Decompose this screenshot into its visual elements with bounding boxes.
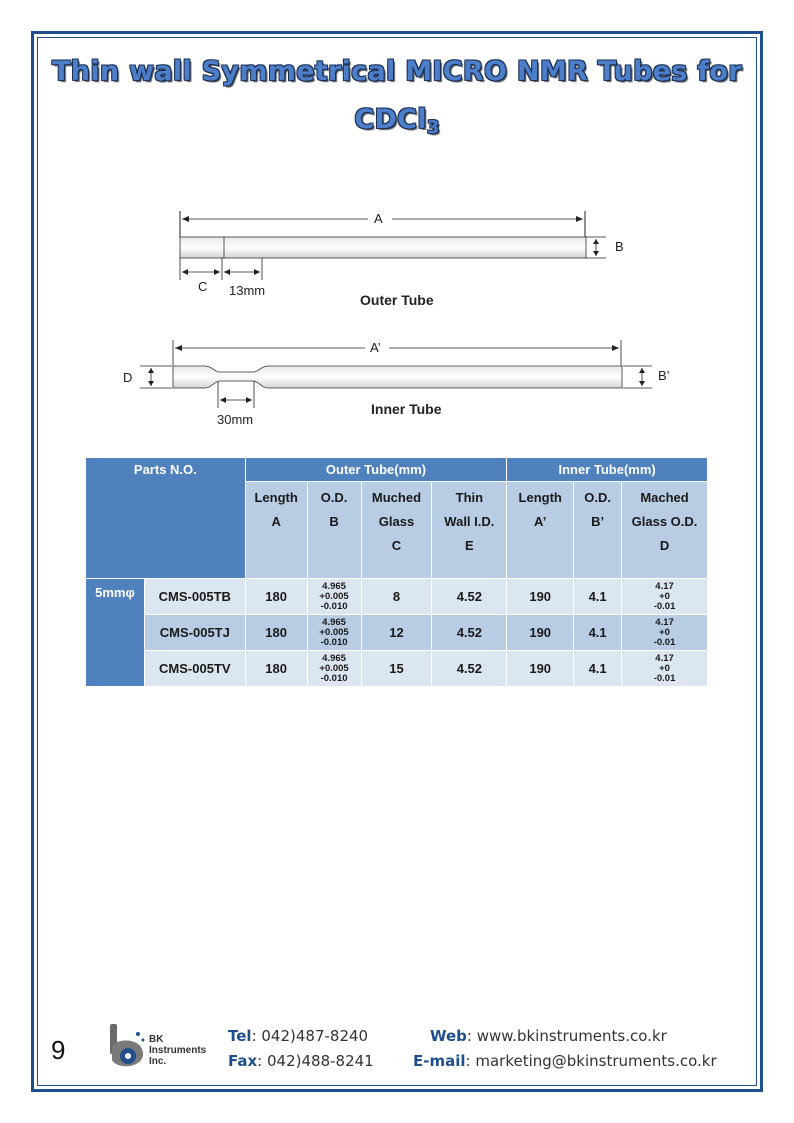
title-subscript: 3 (426, 117, 440, 138)
part-number: CMS-005TV (144, 651, 245, 687)
col-header-line: Wall I.D. (444, 514, 495, 529)
col-header-line: Muched (371, 490, 422, 505)
cell-thin-wall-e: 4.52 (432, 651, 507, 687)
inner-dim-a: A’ (370, 340, 381, 355)
email-link[interactable]: marketing@bkinstruments.co.kr (475, 1052, 717, 1070)
tol-line: 4.965 (322, 652, 346, 664)
col-header-line: Glass O.D. (631, 514, 698, 529)
tol-line: 4.17 (655, 580, 674, 592)
spec-table (85, 457, 708, 687)
cell-length-a2: 190 (507, 615, 574, 651)
col-header-line: B’ (591, 514, 605, 529)
cell-glass-c: 15 (361, 651, 432, 687)
logo-text-line: Instruments (149, 1045, 207, 1056)
col-header-od-b (307, 482, 361, 579)
tel-value: 042)487-8240 (261, 1027, 369, 1045)
tube-diagram (0, 0, 794, 440)
tol-line: -0.010 (320, 600, 348, 612)
table-row (86, 579, 708, 615)
outer-tube-caption: Outer Tube (360, 292, 434, 308)
tol-line: +0 (659, 590, 670, 602)
web-line: Web: www.bkinstruments.co.kr (430, 1027, 667, 1045)
table-row (86, 615, 708, 651)
col-header-line: B (329, 514, 339, 529)
part-number: CMS-005TB (144, 579, 245, 615)
cell-od-b (307, 615, 361, 651)
page-title-line1: Thin wall Symmetrical MICRO NMR Tubes for (52, 56, 742, 87)
tol-line: 4.965 (322, 616, 346, 628)
outer-tube-header: Outer Tube(mm) (245, 458, 507, 482)
tel-label: Tel (228, 1027, 252, 1045)
col-header-thin-wall-e (432, 482, 507, 579)
col-header-line: Glass (378, 514, 415, 529)
cell-glass-od-d (622, 615, 708, 651)
tel-line: Tel: 042)487-8240 (228, 1027, 369, 1045)
tol-line: -0.010 (320, 672, 348, 684)
cell-od-b2: 4.1 (574, 651, 622, 687)
cell-length-a: 180 (245, 579, 307, 615)
tol-line: 4.17 (655, 616, 674, 628)
web-label: Web (430, 1027, 467, 1045)
outer-dim-b: B (615, 239, 624, 254)
tol-line: +0 (659, 662, 670, 674)
outer-tube-drawing (180, 211, 624, 308)
tol-line: -0.01 (653, 600, 676, 612)
cell-od-b (307, 579, 361, 615)
logo-text-line: Inc. (149, 1056, 167, 1067)
cell-od-b2: 4.1 (574, 615, 622, 651)
cell-od-b (307, 651, 361, 687)
logo-text-line: BK (149, 1034, 164, 1045)
col-header-glass-c (361, 482, 432, 579)
inner-dim-b: B’ (658, 368, 670, 383)
cell-thin-wall-e: 4.52 (432, 615, 507, 651)
col-header-line: D (659, 538, 670, 553)
cell-thin-wall-e: 4.52 (432, 579, 507, 615)
col-header-line: O.D. (320, 490, 348, 505)
col-header-line: Length (518, 490, 562, 505)
col-header-glass-od-d (622, 482, 708, 579)
col-header-line: Mached (640, 490, 689, 505)
col-header-line: Length (254, 490, 298, 505)
col-header-od-b2 (574, 482, 622, 579)
tol-line: +0.005 (319, 626, 349, 638)
col-header-line: O.D. (584, 490, 611, 505)
tol-line: -0.01 (653, 636, 676, 648)
col-header-line: A (271, 514, 281, 529)
table-row (86, 651, 708, 687)
part-number: CMS-005TJ (144, 615, 245, 651)
fax-line: Fax: 042)488-8241 (228, 1052, 374, 1070)
inner-tube-header: Inner Tube(mm) (507, 458, 708, 482)
col-header-line: A’ (534, 514, 547, 529)
outer-dim-13mm: 13mm (229, 283, 266, 298)
outer-dim-c: C (198, 279, 208, 294)
col-header-line: C (391, 538, 402, 553)
outer-dim-a: A (374, 211, 383, 226)
group-label: 5mmφ (86, 579, 145, 687)
cell-od-b2: 4.1 (574, 579, 622, 615)
cell-length-a2: 190 (507, 651, 574, 687)
cell-glass-c: 12 (361, 615, 432, 651)
title-formula: CDCl (354, 104, 427, 135)
col-header-line: E (465, 538, 474, 553)
tol-line: +0.005 (319, 662, 349, 674)
inner-tube-drawing (123, 340, 670, 427)
col-header-line: Thin (455, 490, 484, 505)
col-header-length-a (245, 482, 307, 579)
inner-tube-caption: Inner Tube (371, 401, 442, 417)
web-link[interactable]: www.bkinstruments.co.kr (476, 1027, 667, 1045)
fax-label: Fax (228, 1052, 258, 1070)
fax-value: 042)488-8241 (267, 1052, 374, 1070)
tol-line: -0.010 (320, 636, 348, 648)
logo-text (149, 1034, 206, 1067)
bk-logo-icon (107, 1022, 151, 1072)
cell-length-a: 180 (245, 615, 307, 651)
inner-dim-d: D (123, 370, 133, 385)
tol-line: +0 (659, 626, 670, 638)
parts-header: Parts N.O. (86, 458, 246, 579)
cell-length-a2: 190 (507, 579, 574, 615)
cell-glass-od-d (622, 651, 708, 687)
cell-glass-od-d (622, 579, 708, 615)
cell-glass-c: 8 (361, 579, 432, 615)
inner-dim-30mm: 30mm (217, 412, 254, 427)
col-header-length-a2 (507, 482, 574, 579)
email-label: E-mail (413, 1052, 466, 1070)
page-number: 9 (51, 1035, 66, 1065)
tol-line: -0.01 (653, 672, 676, 684)
cell-length-a: 180 (245, 651, 307, 687)
email-line: E-mail: marketing@bkinstruments.co.kr (413, 1052, 717, 1070)
tol-line: 4.965 (322, 580, 346, 592)
tol-line: +0.005 (319, 590, 349, 602)
tol-line: 4.17 (655, 652, 674, 664)
